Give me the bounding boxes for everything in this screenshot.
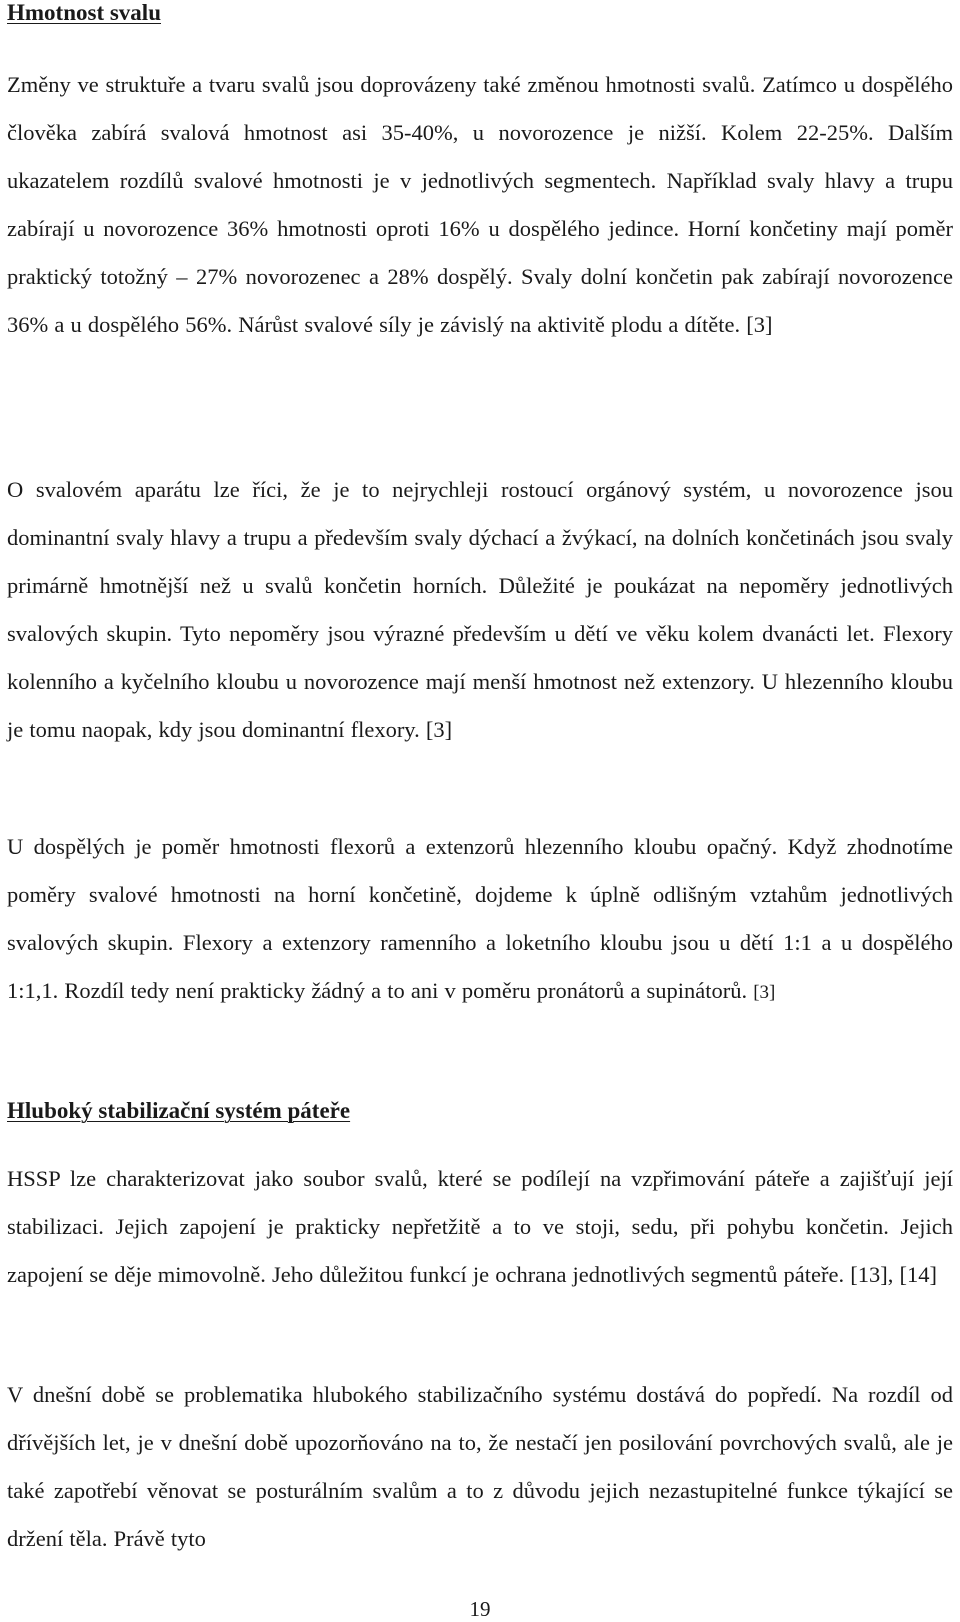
section-heading-deep-stabilization-system: Hluboký stabilizační systém páteře bbox=[7, 1098, 351, 1123]
paragraph: Změny ve struktuře a tvaru svalů jsou doprovázeny také změnou hmotnosti svalů. Zatímco u dospělého člověka zabírá svalová hmotnost asi 35-40%, u novorozence je nižší. Kolem 22-25%. Dalším ukazatelem rozdílů svalové hmotnosti je v jednotlivých segmentech. Například svaly hlavy a trupu zabírají u novorozence 36% hmotnosti oproti 16% u dospělého jedince. Horní končetiny mají poměr praktický totožný – 27% novorozenec a 28% dospělý. Svaly dolní končetin pak zabírají novorozence 36% a u dospělého 56%. Nárůst svalové síly je závislý na aktivitě plodu a dítěte. [3] bbox=[7, 72, 953, 337]
section-heading-muscle-mass: Hmotnost svalu bbox=[7, 0, 161, 25]
citation-reference: [3] bbox=[753, 982, 776, 1003]
paragraph: O svalovém aparátu lze říci, že je to nejrychleji rostoucí orgánový systém, u novorozence jsou dominantní svaly hlavy a trupu a především svaly dýchací a žvýkací, na dolních končetinách jsou svaly primárně hmotnější než u svalů končetin horních. Důležité je poukázat na nepoměry jednotlivých svalových skupin. Tyto nepoměry jsou výrazné především u dětí ve věku kolem dvanácti let. Flexory kolenního a kyčelního kloubu u novorozence mají menší hmotnost než extenzory. U hlezenního kloubu je tomu naopak, kdy jsou dominantní flexory. [3] bbox=[7, 477, 953, 742]
page-number: 19 bbox=[469, 1597, 491, 1621]
paragraph bbox=[7, 823, 953, 1017]
paragraph: V dnešní době se problematika hlubokého stabilizačního systému dostává do popředí. Na rozdíl od dřívějších let, je v dnešní době upozorňováno na to, že nestačí jen posilování povrchových svalů, ale je také zapotřebí věnovat se posturálním svalům a to z důvodu jejich nezastupitelné funkce týkající se držení těla. Právě tyto bbox=[7, 1382, 953, 1551]
paragraph: HSSP lze charakterizovat jako soubor svalů, které se podílejí na vzpřimování páteře a zajišťují její stabilizaci. Jejich zapojení je prakticky nepřetžitě a to ve stoji, sedu, při pohybu končetin. Jejich zapojení se děje mimovolně. Jeho důležitou funkcí je ochrana jednotlivých segmentů páteře. [13], [14] bbox=[7, 1166, 953, 1287]
paragraph-text: U dospělých je poměr hmotnosti flexorů a extenzorů hlezenního kloubu opačný. Když zhodnotíme poměry svalové hmotnosti na horní končetině, dojdeme k úplně odlišným vztahům jednotlivých svalových skupin. Flexory a extenzory ramenního a loketního kloubu jsou u dětí 1:1 a u dospělého 1:1,1. Rozdíl tedy není prakticky žádný a to ani v poměru pronátorů a supinátorů. bbox=[7, 834, 953, 1003]
